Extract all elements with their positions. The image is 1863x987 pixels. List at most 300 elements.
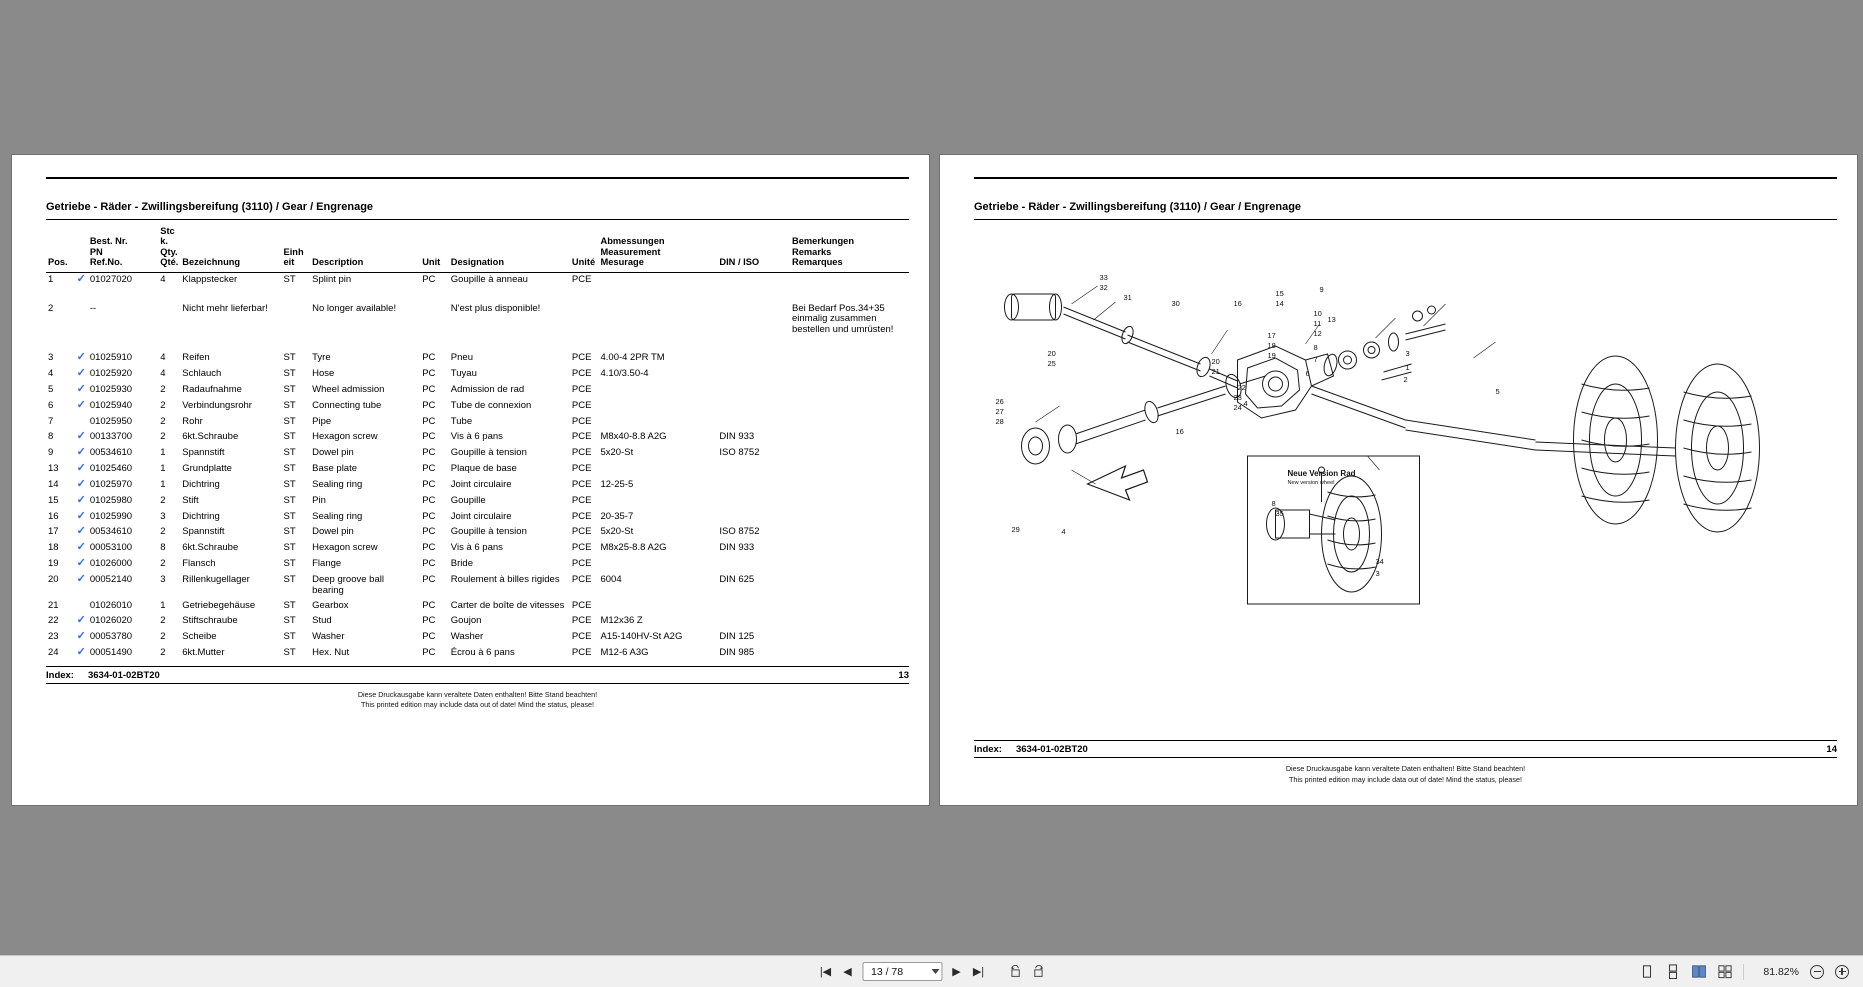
unit-cell: PC [422, 400, 436, 412]
check-cell [75, 415, 88, 430]
part-number-cell: 01025910 [89, 352, 133, 364]
check-cell [75, 446, 88, 462]
unite-cell: PCE [571, 368, 592, 380]
description-cell: Splint pin [312, 273, 352, 285]
din-iso-cell [717, 383, 790, 399]
pos-cell: 14 [48, 478, 59, 490]
table-row-spacer [46, 289, 909, 302]
part-number-cell: 00053100 [89, 542, 133, 554]
unite-cell: PCE [571, 446, 592, 458]
svg-text:32: 32 [1099, 283, 1108, 292]
remarks-cell [790, 272, 909, 288]
table-row [46, 383, 909, 399]
description-cell: Wheel admission [312, 384, 385, 396]
measurement-cell: M12x36 Z [600, 614, 643, 626]
einheit-cell: ST [283, 526, 296, 538]
title-underline-right [974, 219, 1837, 220]
pos-cell: 19 [48, 558, 59, 570]
din-iso-cell: DIN 625 [719, 574, 755, 586]
einheit-cell: ST [283, 446, 296, 458]
th-einh-l2: eit [283, 257, 295, 268]
svg-text:20: 20 [1211, 357, 1220, 366]
description-cell: Dowel pin [312, 526, 354, 538]
pos-cell: 6 [48, 400, 54, 412]
part-number-cell: 00534610 [89, 526, 133, 538]
designation-cell: Washer [450, 630, 484, 642]
footer-rule-bottom-right [974, 757, 1837, 758]
quantity-cell: 2 [160, 430, 166, 442]
page-top-rule [46, 177, 909, 179]
pos-cell: 20 [48, 574, 59, 586]
toolbar-view-group[interactable] [1639, 964, 1849, 980]
svg-text:16: 16 [1233, 299, 1242, 308]
einheit-cell: ST [283, 352, 296, 364]
th-remarks [790, 220, 909, 272]
part-number-cell: 01025930 [89, 384, 133, 396]
bezeichnung-cell: 6kt.Schraube [182, 430, 239, 442]
description-cell: Sealing ring [312, 510, 363, 522]
part-number-cell: 01025950 [89, 416, 133, 427]
unite-cell: PCE [571, 614, 592, 626]
quantity-cell: 2 [160, 630, 166, 642]
measurement-cell [598, 302, 717, 339]
unite-cell: PCE [571, 542, 592, 554]
unite-cell: PCE [571, 384, 592, 396]
einheit-cell [282, 302, 311, 339]
thumbnail-view-icon[interactable] [1717, 964, 1732, 979]
page-right[interactable] [940, 155, 1857, 805]
table-row [46, 446, 909, 462]
toolbar-navigation-group[interactable] [818, 962, 1045, 981]
svg-text:10: 10 [1313, 309, 1322, 318]
svg-text:3: 3 [1375, 569, 1380, 578]
measurement-cell [598, 383, 717, 399]
svg-text:34: 34 [1375, 557, 1384, 566]
check-cell [75, 478, 88, 494]
unit-cell: PC [422, 384, 436, 396]
check-cell [75, 525, 88, 541]
part-number-cell: 00051490 [89, 646, 133, 658]
din-iso-cell [717, 351, 790, 367]
th-qty-l1: Stc [160, 226, 175, 236]
description-cell: Gearbox [312, 600, 349, 612]
zoom-out-button[interactable] [1810, 965, 1824, 979]
table-row [46, 415, 909, 430]
pos-cell: 4 [48, 368, 54, 380]
designation-cell: Goupille à tension [450, 446, 527, 458]
din-iso-cell: DIN 985 [719, 646, 755, 658]
checkmark-icon: ✓ [76, 272, 86, 285]
quantity-cell: 2 [160, 526, 166, 538]
gearbox-housing [1238, 346, 1340, 418]
check-cell [75, 541, 88, 557]
einheit-cell: ST [283, 646, 296, 658]
page-footer-right [974, 741, 1837, 755]
remarks-cell [790, 599, 909, 614]
checkmark-icon: ✓ [76, 399, 86, 412]
page-footer-left [46, 667, 909, 681]
part-number-cell: 01026010 [89, 600, 133, 612]
check-cell [75, 383, 88, 399]
din-iso-cell [717, 415, 790, 430]
einheit-cell: ST [283, 574, 296, 586]
svg-text:29: 29 [1011, 525, 1020, 534]
measurement-cell: 12-25-5 [600, 478, 634, 490]
bezeichnung-cell: Schlauch [182, 368, 222, 380]
checkmark-icon: ✓ [76, 557, 86, 570]
quantity-cell: 1 [160, 462, 166, 474]
remarks-cell [790, 541, 909, 557]
checkmark-icon: ✓ [76, 645, 86, 658]
description-cell: Pipe [312, 416, 332, 427]
quantity-cell: 2 [160, 384, 166, 396]
check-cell [75, 573, 88, 599]
quantity-cell: 2 [160, 614, 166, 626]
index-value-right: 3634-01-02BT20 [1015, 744, 1088, 756]
unit-cell: PC [422, 416, 436, 427]
measurement-cell: 4.10/3.50-4 [600, 368, 649, 380]
quantity-cell: 4 [160, 273, 166, 285]
svg-text:28: 28 [995, 417, 1004, 426]
pos-cell: 23 [48, 630, 59, 642]
svg-text:18: 18 [1267, 341, 1276, 350]
bezeichnung-cell: Rohr [182, 416, 203, 427]
bezeichnung-cell: Nicht mehr lieferbar! [182, 302, 268, 314]
einheit-cell: ST [283, 462, 296, 474]
part-number-cell: 01027020 [89, 273, 133, 285]
measurement-cell: 4.00-4 2PR TM [600, 352, 665, 364]
page-left[interactable] [12, 155, 929, 805]
page-title-left: Getriebe - Räder - Zwillingsbereifung (3110) / Gear / Engrenage [46, 201, 374, 213]
last-page-button[interactable]: ▶| [972, 966, 985, 978]
unite-cell: PCE [571, 600, 592, 612]
index-value-left: 3634-01-02BT20 [87, 669, 160, 681]
page-number-left: 13 [898, 669, 909, 681]
table-row [46, 630, 909, 646]
checkmark-icon: ✓ [76, 351, 86, 364]
th-qty [158, 220, 180, 272]
checkmark-icon: ✓ [76, 629, 86, 642]
svg-text:25: 25 [1047, 359, 1056, 368]
unite-cell: PCE [571, 630, 592, 642]
th-pn-l3: Ref.No. [89, 257, 123, 268]
table-row-spacer [46, 338, 909, 351]
disclaimer-left [46, 690, 909, 711]
th-meas-l3: Mesurage [600, 257, 644, 268]
rotate-right-glyph [1031, 965, 1044, 978]
description-cell: Hexagon screw [312, 542, 378, 554]
checkmark-icon: ✓ [76, 477, 86, 490]
description-cell: Washer [312, 630, 345, 642]
th-designation: Designation [450, 257, 504, 268]
bezeichnung-cell: Scheibe [182, 630, 217, 642]
th-qty-l2: k. [160, 236, 169, 247]
check-cell [75, 599, 88, 614]
pos-cell: 5 [48, 384, 54, 396]
designation-cell: Vis à 6 pans [450, 542, 503, 554]
remarks-cell [790, 494, 909, 510]
svg-text:30: 30 [1171, 299, 1180, 308]
pos-cell: 21 [48, 600, 59, 612]
designation-cell: Plaque de base [450, 462, 517, 474]
designation-cell: Goupille [450, 494, 486, 506]
unite-cell: PCE [571, 574, 592, 586]
einheit-cell: ST [283, 542, 296, 554]
remarks-cell [790, 510, 909, 526]
measurement-cell [598, 462, 717, 478]
first-page-button[interactable]: |◀ [819, 966, 832, 978]
svg-text:13: 13 [1327, 315, 1336, 324]
din-iso-cell: ISO 8752 [719, 526, 760, 538]
th-meas-l1: Abmessungen [600, 236, 665, 247]
th-check [75, 220, 88, 272]
checkmark-icon: ✓ [76, 573, 86, 586]
measurement-cell: M12-6 A3G [600, 646, 649, 658]
table-row [46, 272, 909, 288]
din-iso-cell [717, 614, 790, 630]
unit-cell: PC [422, 273, 436, 285]
svg-text:7: 7 [1313, 355, 1318, 364]
svg-text:19: 19 [1267, 351, 1276, 360]
pos-cell: 24 [48, 646, 59, 658]
unit-cell [420, 302, 449, 339]
checkmark-icon: ✓ [76, 493, 86, 506]
page-number-input[interactable] [869, 965, 927, 979]
measurement-cell [598, 494, 717, 510]
einheit-cell: ST [283, 384, 296, 396]
rotate-right-icon[interactable] [1030, 964, 1045, 979]
pos-cell: 3 [48, 352, 54, 364]
remarks-cell [790, 614, 909, 630]
check-cell [75, 494, 88, 510]
zoom-level-label: 81.82% [1763, 965, 1799, 978]
svg-text:3: 3 [1405, 349, 1410, 358]
unit-cell: PC [422, 630, 436, 642]
din-iso-cell [717, 494, 790, 510]
rotate-left-glyph [1009, 965, 1022, 978]
measurement-cell: 6004 [600, 574, 622, 586]
description-cell: Stud [312, 614, 332, 626]
measurement-cell [598, 599, 717, 614]
part-number-cell: 01026020 [89, 614, 133, 626]
check-cell [75, 646, 88, 662]
unit-cell: PC [422, 368, 436, 380]
din-iso-cell [717, 302, 790, 339]
footer-rule-bottom-left [46, 683, 909, 684]
continuous-glyph [1666, 964, 1680, 979]
unit-cell: PC [422, 510, 436, 522]
th-einheit [282, 220, 311, 272]
unit-cell: PC [422, 462, 436, 474]
checkmark-icon: ✓ [76, 461, 86, 474]
unit-cell: PC [422, 352, 436, 364]
facing-pages-glyph [1692, 964, 1706, 979]
measurement-cell [598, 557, 717, 573]
designation-cell: Tube de connexion [450, 400, 532, 412]
designation-cell: Vis à 6 pans [450, 430, 503, 442]
previous-page-button[interactable]: ◀ [840, 964, 855, 979]
einheit-cell: ST [283, 368, 296, 380]
inset-title-en: New version wheel [1287, 480, 1335, 486]
inset-title-de: Neue Version Rad [1287, 469, 1356, 478]
designation-cell: Écrou à 6 pans [450, 646, 515, 658]
quantity-cell: 4 [160, 368, 166, 380]
din-iso-cell [717, 399, 790, 415]
bezeichnung-cell: Dichtring [182, 478, 220, 490]
disclaimer-en-right: This printed edition may include data out of date! Mind the status, please! [1289, 774, 1522, 784]
quantity-cell: 2 [160, 400, 166, 412]
table-row [46, 351, 909, 367]
single-page-view-icon[interactable] [1639, 964, 1654, 979]
description-cell: No longer available! [312, 302, 397, 314]
designation-cell: Tuyau [450, 368, 477, 380]
measurement-cell: 5x20-St [600, 526, 634, 538]
check-cell [75, 557, 88, 573]
svg-text:21: 21 [1211, 367, 1220, 376]
unit-cell: PC [422, 646, 436, 658]
index-label-right: Index: [974, 744, 1002, 756]
description-cell: Connecting tube [312, 400, 382, 412]
unite-cell: PCE [571, 526, 592, 538]
th-bezeichnung: Bezeichnung [182, 257, 241, 268]
einheit-cell: ST [283, 510, 296, 522]
toolbar-divider [1743, 964, 1744, 980]
table-row [46, 573, 909, 599]
quantity-cell: 1 [160, 478, 166, 490]
einheit-cell: ST [283, 416, 296, 427]
page-title-right: Getriebe - Räder - Zwillingsbereifung (3110) / Gear / Engrenage [974, 201, 1302, 213]
din-iso-cell [717, 557, 790, 573]
unit-cell: PC [422, 558, 436, 570]
measurement-cell [598, 399, 717, 415]
measurement-cell: M8x40-8.8 A2G [600, 430, 667, 442]
th-rem-l2: Remarks [792, 246, 832, 257]
svg-text:14: 14 [1275, 299, 1284, 308]
din-iso-cell [717, 367, 790, 383]
din-iso-cell [717, 510, 790, 526]
th-rem-l3: Remarques [792, 257, 843, 268]
quantity-cell: 1 [160, 446, 166, 458]
table-row [46, 462, 909, 478]
table-row [46, 478, 909, 494]
description-cell: Dowel pin [312, 446, 354, 458]
pos-cell: 9 [48, 446, 54, 458]
chevron-down-icon[interactable] [931, 969, 939, 974]
part-number-cell: 01026000 [89, 558, 133, 570]
designation-cell: Tube [450, 416, 473, 427]
pos-cell: 2 [48, 302, 54, 314]
exploded-view-illustration [974, 234, 1837, 654]
svg-text:4: 4 [1061, 527, 1066, 536]
einheit-cell: ST [283, 630, 296, 642]
check-cell [75, 430, 88, 446]
page-top-rule-right [974, 177, 1837, 179]
svg-text:8: 8 [1313, 343, 1318, 352]
remarks-cell [790, 646, 909, 662]
th-din-iso: DIN / ISO [719, 257, 760, 268]
twin-wheels-right [1574, 356, 1760, 532]
part-number-cell: 01025990 [89, 510, 133, 522]
check-cell [75, 351, 88, 367]
table-row [46, 646, 909, 662]
bezeichnung-cell: Klappstecker [182, 273, 238, 285]
table-row [46, 302, 909, 339]
remarks-cell [790, 525, 909, 541]
part-number-cell: 01025980 [89, 494, 133, 506]
designation-cell: Admission de rad [450, 384, 525, 396]
part-number-cell: 00052140 [89, 574, 133, 586]
facing-pages-view-icon[interactable] [1691, 964, 1706, 979]
remarks-cell [790, 351, 909, 367]
unit-cell: PC [422, 574, 436, 586]
pos-cell: 16 [48, 510, 59, 522]
quantity-cell: 2 [160, 646, 166, 658]
page-number-selector[interactable] [862, 962, 942, 981]
description-cell: Hexagon screw [312, 430, 378, 442]
rotate-left-icon[interactable] [1008, 964, 1023, 979]
table-row [46, 494, 909, 510]
single-page-glyph [1640, 964, 1654, 979]
bezeichnung-cell: Dichtring [182, 510, 220, 522]
bezeichnung-cell: Stiftschraube [182, 614, 238, 626]
checkmark-icon: ✓ [76, 613, 86, 626]
part-number-cell: 00534610 [89, 446, 133, 458]
designation-cell: Roulement à billes rigides [450, 574, 560, 586]
continuous-view-icon[interactable] [1665, 964, 1680, 979]
designation-cell: Bride [450, 558, 473, 570]
description-cell: Pin [312, 494, 326, 506]
din-iso-cell: DIN 933 [719, 430, 755, 442]
check-cell [75, 630, 88, 646]
measurement-cell: A15-140HV-St A2G [600, 630, 683, 642]
svg-text:2: 2 [1403, 375, 1408, 384]
zoom-in-button[interactable] [1835, 965, 1849, 979]
svg-text:26: 26 [995, 397, 1004, 406]
unite-cell: PCE [571, 400, 592, 412]
designation-cell: N'est plus disponible! [450, 302, 541, 314]
next-page-button[interactable]: ▶ [949, 964, 964, 979]
bezeichnung-cell: Spannstift [182, 446, 225, 458]
check-cell [75, 302, 88, 339]
quantity-cell: 3 [160, 574, 166, 586]
th-meas-l2: Measurement [600, 246, 661, 257]
svg-text:12: 12 [1313, 329, 1322, 338]
unite-cell: PCE [571, 273, 592, 285]
einheit-cell: ST [283, 494, 296, 506]
svg-text:27: 27 [995, 407, 1004, 416]
quantity-cell: 8 [160, 542, 166, 554]
svg-text:4: 4 [1243, 399, 1248, 408]
remarks-cell [790, 367, 909, 383]
designation-cell: Goupille à tension [450, 526, 527, 538]
svg-text:35: 35 [1275, 509, 1284, 518]
bezeichnung-cell: Stift [182, 494, 199, 506]
checkmark-icon: ✓ [76, 383, 86, 396]
designation-cell: Carter de boîte de vitesses [450, 600, 565, 612]
pos-cell: 7 [48, 416, 54, 427]
table-row [46, 510, 909, 526]
bezeichnung-cell: Getriebegehäuse [182, 600, 256, 612]
bezeichnung-cell: Reifen [182, 352, 210, 364]
checkmark-icon: ✓ [76, 525, 86, 538]
unite-cell: PCE [571, 430, 592, 442]
part-number-cell: 01025920 [89, 368, 133, 380]
table-row [46, 367, 909, 383]
disclaimer-right [974, 764, 1837, 785]
viewer-toolbar[interactable] [0, 955, 1863, 987]
remarks-cell [790, 478, 909, 494]
remarks-cell [790, 415, 909, 430]
